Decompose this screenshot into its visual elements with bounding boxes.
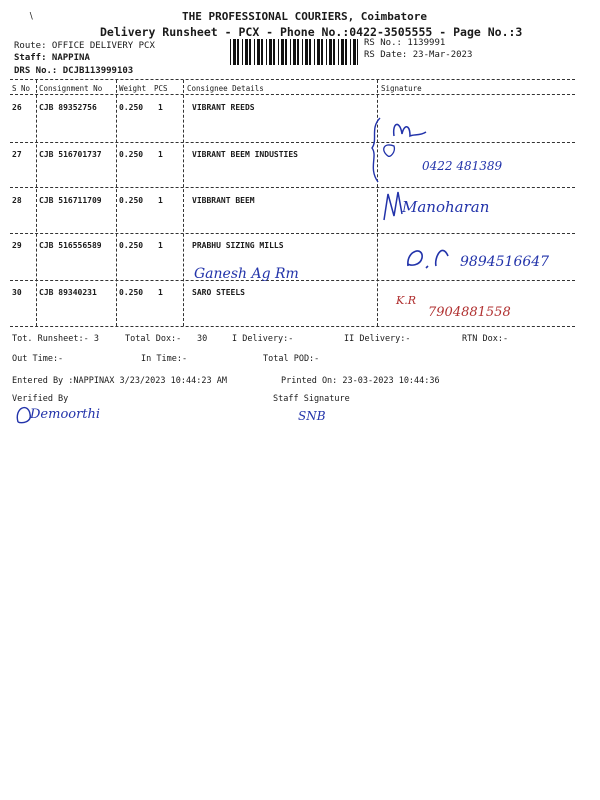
row-consignment-no: CJB 516701737	[39, 150, 102, 159]
row-consignee: VIBBRANT BEEM	[192, 196, 255, 205]
company-title: THE PROFESSIONAL COURIERS, Coimbatore	[182, 10, 428, 23]
rs-number: RS No.: 1139991	[364, 38, 446, 48]
signature-row30	[392, 290, 542, 322]
handwritten-note-row29	[192, 258, 332, 284]
col-header-consignment: Consignment No	[39, 84, 103, 93]
i-delivery: I Delivery:-	[232, 334, 294, 344]
signature-brace-scribble	[366, 112, 556, 192]
sig30-name: K.R	[396, 294, 416, 307]
column-divider	[116, 80, 117, 326]
row-consignment-no: CJB 89352756	[39, 103, 97, 112]
sig29-phone: 9894516647	[460, 254, 550, 270]
table-header-border	[10, 94, 575, 95]
row-weight: 0.250	[119, 103, 144, 112]
sig30-phone: 7904881558	[428, 305, 511, 320]
rs-date: RS Date: 23-Mar-2023	[364, 50, 473, 60]
row-sno: 28	[12, 196, 22, 205]
row-weight: 0.250	[119, 196, 144, 205]
row-sno: 30	[12, 288, 22, 297]
row29-note: Ganesh Ag Rm	[194, 266, 299, 282]
verified-sig-text: Demoorthi	[30, 407, 101, 422]
drs-number: DRS No.: DCJB113999103	[14, 66, 134, 76]
row-consignee: VIBRANT REEDS	[192, 103, 255, 112]
col-header-consignee: Consignee Details	[187, 84, 264, 93]
col-header-signature: Signature	[381, 84, 422, 93]
row-pcs: 1	[158, 103, 163, 112]
row-pcs: 1	[158, 196, 163, 205]
verified-signature	[12, 398, 122, 428]
staff-label: Staff: NAPPINA	[14, 53, 90, 63]
row-weight: 0.250	[119, 241, 144, 250]
table-top-border	[10, 79, 575, 80]
signature-row29	[402, 236, 582, 276]
corner-mark: ∖	[28, 12, 34, 22]
row-weight: 0.250	[119, 150, 144, 159]
total-dox-value: 30	[197, 334, 208, 344]
row-divider	[10, 233, 575, 234]
row-sno: 29	[12, 241, 22, 250]
staff-signature-label: Staff Signature	[273, 394, 350, 404]
row-sno: 27	[12, 150, 22, 159]
col-header-sno: S No	[12, 84, 31, 93]
entered-by: Entered By :NAPPINAX 3/23/2023 10:44:23 AM	[12, 376, 227, 386]
row-consignment-no: CJB 516556589	[39, 241, 102, 250]
row-consignee: VIBRANT BEEM INDUSTIES	[192, 150, 298, 159]
barcode-image	[230, 39, 358, 65]
rtn-dox: RTN Dox:-	[462, 334, 509, 344]
sig27-phone: 0422 481389	[422, 159, 503, 173]
column-divider	[36, 80, 37, 326]
table-bottom-border	[10, 326, 575, 327]
row-consignment-no: CJB 89340231	[39, 288, 97, 297]
row-consignment-no: CJB 516711709	[39, 196, 102, 205]
row-sno: 26	[12, 103, 22, 112]
route-label: Route: OFFICE DELIVERY PCX	[14, 41, 155, 51]
total-pod: Total POD:-	[263, 354, 320, 364]
verified-by-label: Verified By	[12, 394, 69, 404]
out-time: Out Time:-	[12, 354, 64, 364]
signature-manoharan	[376, 186, 496, 226]
tot-runsheet: Tot. Runsheet:- 3	[12, 334, 99, 344]
total-dox-label: Total Dox:-	[125, 334, 182, 344]
row-pcs: 1	[158, 288, 163, 297]
row-consignee: PRABHU SIZING MILLS	[192, 241, 284, 250]
col-header-pcs: PCS	[154, 84, 168, 93]
row-consignee: SARO STEELS	[192, 288, 245, 297]
printed-on: Printed On: 23-03-2023 10:44:36	[281, 376, 440, 386]
row-weight: 0.250	[119, 288, 144, 297]
ii-delivery: II Delivery:-	[344, 334, 411, 344]
row-pcs: 1	[158, 150, 163, 159]
row-pcs: 1	[158, 241, 163, 250]
runsheet-subtitle: Delivery Runsheet - PCX - Phone No.:0422-3505555 - Page No.:3	[100, 25, 523, 39]
staff-sig-text: SNB	[298, 409, 326, 423]
column-divider	[183, 80, 184, 326]
staff-signature	[296, 402, 346, 428]
sig28-text: Manoharan	[402, 198, 490, 216]
col-header-weight: Weight	[119, 84, 147, 93]
in-time: In Time:-	[141, 354, 188, 364]
